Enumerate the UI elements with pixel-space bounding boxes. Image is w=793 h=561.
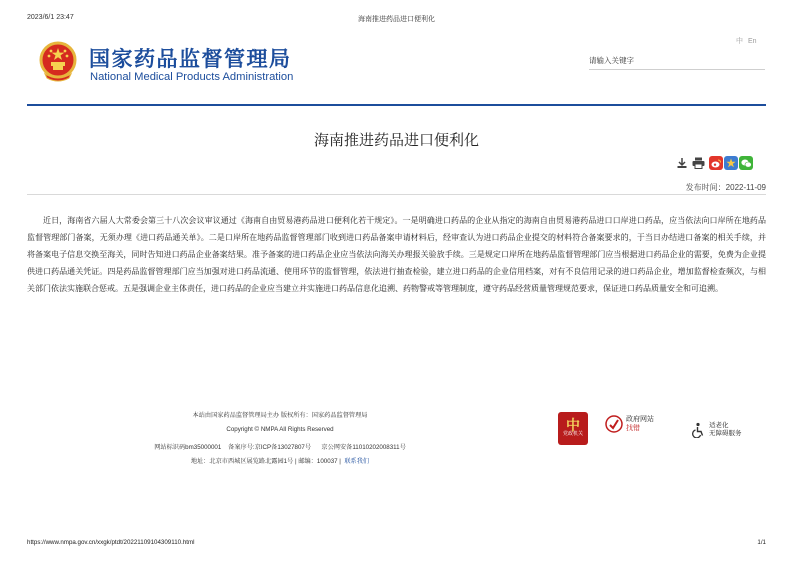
footer-icp-link[interactable]: 备案序号:京ICP备13027807号 <box>228 444 312 451</box>
site-name-cn[interactable]: 国家药品监督管理局 <box>89 48 292 71</box>
download-icon[interactable] <box>676 157 688 169</box>
gov-site-sub: 找错 <box>626 425 640 432</box>
language-switch <box>736 36 762 46</box>
print-datetime: 2023/6/1 23:47 <box>27 14 74 21</box>
footer-address: 地址：北京市西城区展览路北露园1号 | 邮编：100037 | <box>190 458 341 465</box>
party-gov-badge[interactable] <box>558 412 588 445</box>
publish-label: 发布时间： <box>685 183 726 192</box>
footer-sponsor: 本站由国家药品监督管理局主办 版权所有：国家药品监督管理局 <box>192 412 368 419</box>
search-input[interactable]: 请输入关键字 <box>589 54 765 70</box>
wechat-share-icon[interactable] <box>739 156 753 170</box>
print-page-title: 海南推进药品进口便利化 <box>358 16 435 23</box>
site-header <box>0 28 793 106</box>
article-title: 海南推进药品进口便利化 <box>313 132 479 149</box>
footer-police-link[interactable]: 京公网安备11010202008311号 <box>321 444 406 451</box>
lang-en-link[interactable]: En <box>748 38 757 45</box>
publish-divider <box>27 194 766 195</box>
accessibility-icon <box>690 422 706 438</box>
party-gov-emblem-icon: 中 <box>565 417 580 433</box>
print-icon[interactable] <box>692 157 705 169</box>
accessibility-sub: 无障碍服务 <box>709 430 742 437</box>
article-tools <box>676 156 754 170</box>
contact-us-link[interactable]: 联系我们 <box>344 458 370 465</box>
footer-site-id: 网站标识码bm35000001 <box>154 444 222 451</box>
print-footer <box>27 539 766 549</box>
gov-site-error-badge[interactable] <box>605 415 654 433</box>
header-divider <box>27 104 766 106</box>
print-header <box>27 14 766 24</box>
party-gov-badge-label: 党政机关 <box>562 431 583 437</box>
publish-date: 2022-11-09 <box>725 183 766 192</box>
article-body: 近日，海南省六届人大常委会第三十八次会议审议通过《海南自由贸易港药品进口便利化若干规定》。一是明确进口药品的企业从指定的海南自由贸易港药品进口口岸进口药品，应当依法向口岸所在地药品监督管理部门备案，无须办理《进口药品通关单》。二是口岸所在地药品监督管理部门收到进口药品备案申请材料后，经审查认为进口药品企业提交的材料符合备案要求的，于当日办结进口备案的相关手续，并将备案电子信息交换至海关，同时告知进口药品企业备案结果。准予备案的进口药品企业应当依法向海关办理报关验放手续。三是规定口岸所在地药品监督管理部门应当根据进口药品企业的需要，免费为企业提供进口药品通关凭证。四是药品监督管理部门应当加强对进口药品流通、使用环节的监督管理，依法进行抽查检验，建立进口药品的企业信用档案，对有不良信用记录的进口药品企业，增加监督检查频次，与相关部门依法实施联合惩戒。五是强调企业主体责任，进口药品的企业应当建立并实施进口药品信息化追溯、药物警戒等管理制度，遵守药品经营质量管理规范要求，保证进口药品质量安全和可追溯。 <box>27 216 766 293</box>
site-name-en[interactable]: National Medical Products Administration <box>90 71 294 83</box>
print-page-number: 1/1 <box>757 539 766 546</box>
lang-zh-link[interactable]: 中 <box>736 38 743 45</box>
gov-site-label: 政府网站 <box>626 416 654 423</box>
star-share-icon[interactable] <box>724 156 738 170</box>
publish-info <box>686 182 766 193</box>
weibo-share-icon[interactable] <box>709 156 723 170</box>
footer-copyright: Copyright © NMPA All Rights Reserved <box>226 426 334 433</box>
gov-site-icon <box>605 415 623 433</box>
national-emblem-icon[interactable] <box>37 40 79 82</box>
accessibility-badge[interactable] <box>690 422 742 438</box>
accessibility-label: 适老化 <box>709 422 729 429</box>
print-url: https://www.nmpa.gov.cn/xxgk/ptdt/20221109104309110.html <box>27 539 195 546</box>
footer-records <box>0 442 560 451</box>
footer-address-line <box>0 456 560 465</box>
